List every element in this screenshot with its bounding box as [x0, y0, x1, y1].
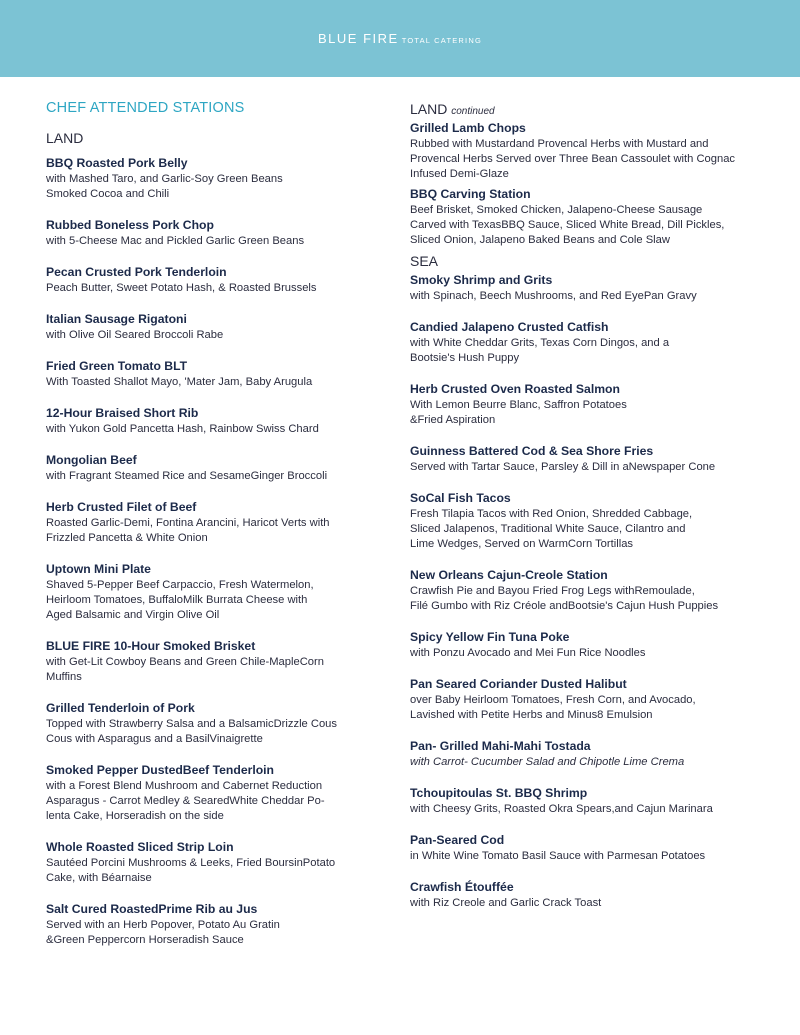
menu-item-description: with Cheesy Grits, Roasted Okra Spears,and Cajun Marinara: [410, 803, 713, 815]
menu-item-description: with White Cheddar Grits, Texas Corn Dingos, and a Bootsie's Hush Puppy: [410, 337, 670, 364]
continued-label: continued: [451, 106, 495, 117]
menu-item: [46, 312, 371, 343]
brand-logo: [318, 31, 482, 46]
land-heading-label: LAND: [410, 101, 448, 117]
menu-item: [410, 833, 778, 864]
menu-item-description: Served with Tartar Sauce, Parsley & Dill in aNewspaper Cone: [410, 461, 716, 473]
menu-item: [46, 156, 371, 202]
menu-item-description: with Spinach, Beech Mushrooms, and Red EyePan Gravy: [410, 290, 697, 302]
land-menu-list: [46, 156, 371, 948]
menu-item-title: Smoky Shrimp and Grits: [410, 273, 553, 287]
menu-item-title: Uptown Mini Plate: [46, 562, 151, 576]
menu-item-description: with Yukon Gold Pancetta Hash, Rainbow Swiss Chard: [46, 423, 319, 435]
menu-item: [46, 453, 371, 484]
menu-item: [410, 630, 778, 661]
menu-item: [46, 902, 371, 948]
menu-item-title: BBQ Roasted Pork Belly: [46, 156, 188, 170]
land-continued-heading: [410, 101, 778, 117]
menu-item-description: with Mashed Taro, and Garlic-Soy Green Beans Smoked Cocoa and Chili: [46, 173, 283, 200]
land-heading: LAND: [46, 130, 84, 146]
menu-item: [410, 187, 778, 248]
menu-item-title: Grilled Lamb Chops: [410, 121, 526, 135]
menu-item-description: Rubbed with Mustardand Provencal Herbs with Mustard and Provencal Herbs Served over Three Bean Cassoulet with Cognac Infused Demi-Glaze: [410, 138, 736, 180]
left-column: [46, 100, 371, 964]
menu-item: [410, 444, 778, 475]
menu-item-description: Shaved 5-Pepper Beef Carpaccio, Fresh Watermelon, Heirloom Tomatoes, BuffaloMilk Burrata Cheese with Aged Balsamic and Virgin Olive Oil: [46, 579, 314, 621]
menu-item-title: SoCal Fish Tacos: [410, 491, 511, 505]
menu-item-title: Candied Jalapeno Crusted Catfish: [410, 320, 609, 334]
sea-menu-list: [410, 273, 778, 911]
menu-item: [46, 763, 371, 824]
menu-item-title: Spicy Yellow Fin Tuna Poke: [410, 630, 570, 644]
menu-item-title: Italian Sausage Rigatoni: [46, 312, 187, 326]
land-continued-menu-list: [410, 121, 778, 248]
menu-item: [46, 562, 371, 623]
menu-item: [410, 880, 778, 911]
brand-tagline: TOTAL CATERING: [401, 36, 482, 45]
menu-item-title: New Orleans Cajun-Creole Station: [410, 568, 608, 582]
menu-item-title: Tchoupitoulas St. BBQ Shrimp: [410, 786, 588, 800]
section-title: CHEF ATTENDED STATIONS: [46, 100, 245, 116]
sea-heading: SEA: [410, 253, 439, 269]
menu-item: [46, 639, 371, 685]
menu-item-title: 12-Hour Braised Short Rib: [46, 406, 199, 420]
menu-item: [46, 840, 371, 886]
menu-item-description: With Toasted Shallot Mayo, 'Mater Jam, Baby Arugula: [46, 376, 313, 388]
menu-item: [46, 218, 371, 249]
menu-item-title: Herb Crusted Filet of Beef: [46, 500, 197, 514]
menu-item: [46, 500, 371, 546]
menu-item-title: Pecan Crusted Pork Tenderloin: [46, 265, 227, 279]
right-column: [410, 101, 778, 927]
menu-item-title: Grilled Tenderloin of Pork: [46, 701, 195, 715]
menu-item-description: with a Forest Blend Mushroom and Cabernet Reduction Asparagus - Carrot Medley & SearedWhite Cheddar Po- lenta Cake, Horseradish on the side: [46, 780, 325, 822]
menu-item-title: Fried Green Tomato BLT: [46, 359, 188, 373]
menu-item-description: Roasted Garlic-Demi, Fontina Arancini, Haricot Verts with Frizzled Pancetta & White Onion: [46, 517, 330, 544]
menu-item-title: Rubbed Boneless Pork Chop: [46, 218, 214, 232]
menu-item-description: Peach Butter, Sweet Potato Hash, & Roasted Brussels: [46, 282, 317, 294]
menu-item-title: Crawfish Étouffée: [410, 880, 514, 894]
menu-item-description: with 5-Cheese Mac and Pickled Garlic Green Beans: [46, 235, 305, 247]
menu-item: [46, 701, 371, 747]
menu-item-title: Salt Cured RoastedPrime Rib au Jus: [46, 902, 258, 916]
menu-item: [410, 568, 778, 614]
menu-item: [410, 677, 778, 723]
menu-item-title: Mongolian Beef: [46, 453, 137, 467]
menu-item-description: Sautéed Porcini Mushrooms & Leeks, Fried BoursinPotato Cake, with Béarnaise: [46, 857, 336, 884]
menu-item-title: Smoked Pepper DustedBeef Tenderloin: [46, 763, 274, 777]
menu-item-description: in White Wine Tomato Basil Sauce with Parmesan Potatoes: [410, 850, 706, 862]
menu-item: [46, 406, 371, 437]
menu-item-description: with Olive Oil Seared Broccoli Rabe: [46, 329, 224, 341]
menu-item-description: Topped with Strawberry Salsa and a BalsamicDrizzle Cous Cous with Asparagus and a BasilVinaigrette: [46, 718, 337, 745]
menu-item-description: Fresh Tilapia Tacos with Red Onion, Shredded Cabbage, Sliced Jalapenos, Traditional White Sauce, Cilantro and Lime Wedges, Served on WarmCorn Tortillas: [410, 508, 693, 550]
menu-item-description: with Get-Lit Cowboy Beans and Green Chile-MapleCorn Muffins: [46, 656, 324, 683]
menu-item-description: Beef Brisket, Smoked Chicken, Jalapeno-Cheese Sausage Carved with TexasBBQ Sauce, Sliced White Bread, Dill Pickles, Sliced Onion, Jalapeno Baked Beans and Cole Slaw: [410, 204, 725, 246]
menu-item: [410, 491, 778, 552]
menu-item-description: with Riz Creole and Garlic Crack Toast: [410, 897, 602, 909]
brand-name: BLUE FIRE: [318, 31, 399, 46]
menu-item: [410, 320, 778, 366]
menu-item: [410, 273, 778, 304]
menu-item: [46, 265, 371, 296]
menu-item: [410, 121, 778, 182]
menu-item-title: Pan Seared Coriander Dusted Halibut: [410, 677, 627, 691]
menu-item-description: with Fragrant Steamed Rice and SesameGinger Broccoli: [46, 470, 328, 482]
menu-item-description: over Baby Heirloom Tomatoes, Fresh Corn, and Avocado, Lavished with Petite Herbs and Minus8 Emulsion: [410, 694, 696, 721]
menu-item-description: Crawfish Pie and Bayou Fried Frog Legs withRemoulade, Filé Gumbo with Riz Créole andBootsie's Cajun Hush Puppies: [410, 585, 719, 612]
menu-item-title: BLUE FIRE 10-Hour Smoked Brisket: [46, 639, 256, 653]
menu-item-description: Served with an Herb Popover, Potato Au Gratin &Green Peppercorn Horseradish Sauce: [46, 919, 280, 946]
menu-item-title: Herb Crusted Oven Roasted Salmon: [410, 382, 620, 396]
menu-item-description: with Carrot- Cucumber Salad and Chipotle Lime Crema: [410, 756, 685, 768]
menu-item-title: Pan-Seared Cod: [410, 833, 505, 847]
menu-item-title: Whole Roasted Sliced Strip Loin: [46, 840, 234, 854]
menu-item: [46, 359, 371, 390]
menu-item: [410, 382, 778, 428]
header-banner: [0, 0, 800, 77]
menu-item-description: With Lemon Beurre Blanc, Saffron Potatoes &Fried Aspiration: [410, 399, 627, 426]
menu-item: [410, 786, 778, 817]
menu-item-title: BBQ Carving Station: [410, 187, 531, 201]
menu-item-description: with Ponzu Avocado and Mei Fun Rice Noodles: [410, 647, 646, 659]
menu-item-title: Pan- Grilled Mahi-Mahi Tostada: [410, 739, 591, 753]
menu-item: [410, 739, 778, 770]
menu-item-title: Guinness Battered Cod & Sea Shore Fries: [410, 444, 654, 458]
